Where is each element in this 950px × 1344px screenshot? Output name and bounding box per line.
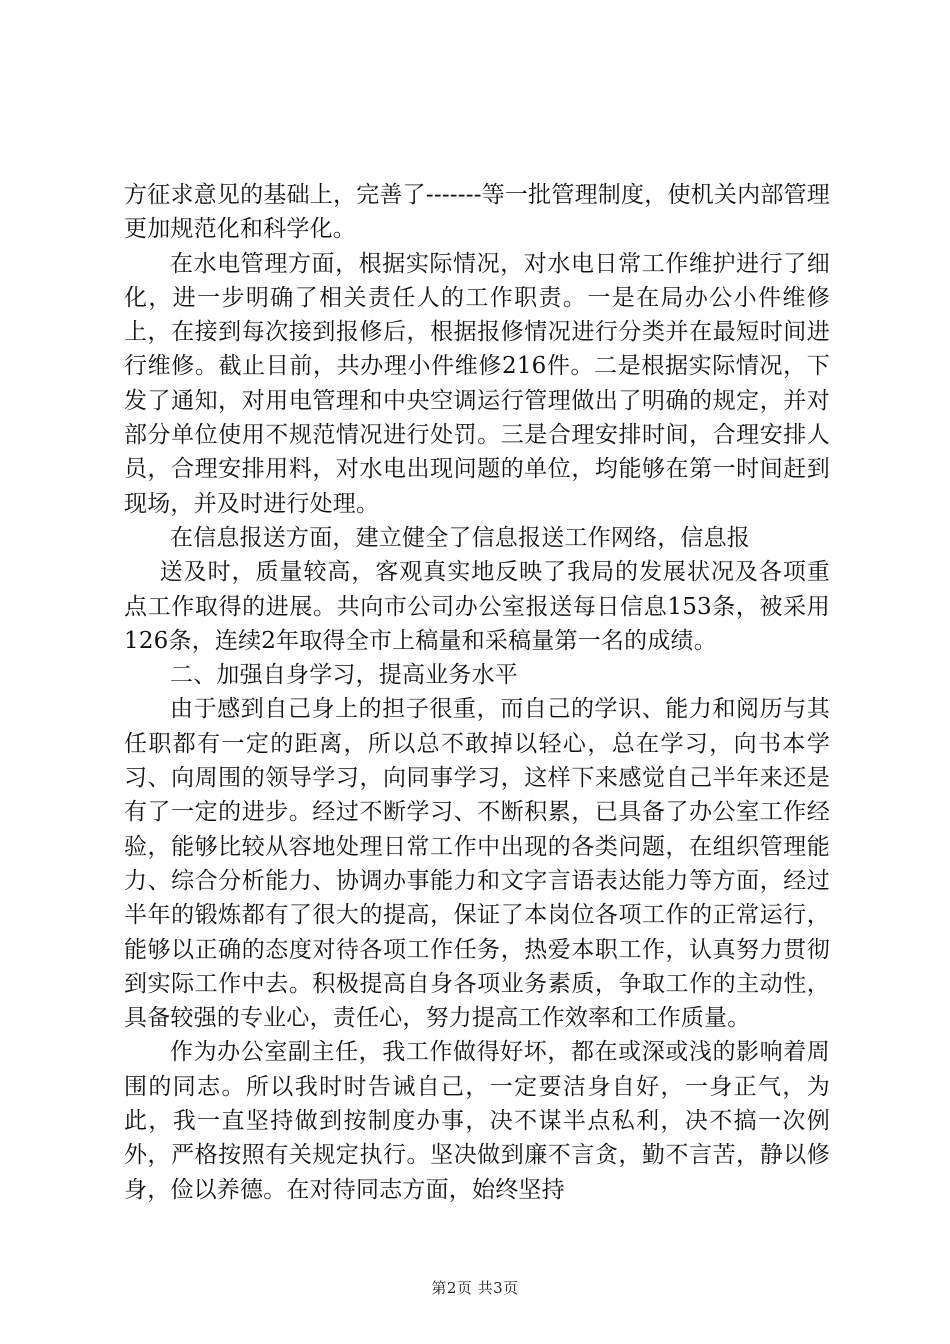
- document-body: [124, 178, 830, 1207]
- paragraph-self-study: 由于感到自己身上的担子很重，而自己的学识、能力和阅历与其任职都有一定的距离，所以总不敢掉以轻心，总在学习，向书本学习、向周围的领导学习，向同事学习，这样下来感觉自己半年来还是有了一定的进步。经过不断学习、不断积累，已具备了办公室工作经验，能够比较从容地处理日常工作中出现的各类问题，在组织管理能力、综合分析能力、协调办事能力和文字言语表达能力等方面，经过半年的锻炼都有了很大的提高，保证了本岗位各项工作的正常运行，能够以正确的态度对待各项工作任务，热爱本职工作，认真努力贯彻到实际工作中去。积极提高自身各项业务素质，争取工作的主动性，具备较强的专业心，责任心，努力提高工作效率和工作质量。: [124, 696, 830, 1032]
- paragraph-utility-management: 在水电管理方面，根据实际情况，对水电日常工作维护进行了细化，进一步明确了相关责任人的工作职责。一是在局办公小件维修上，在接到每次接到报修后，根据报修情况进行分类并在最短时间进行维修。截止目前，共办理小件维修216件。二是根据实际情况，下发了通知，对用电管理和中央空调运行管理做出了明确的规定，并对部分单位使用不规范情况进行处罚。三是合理安排时间，合理安排人员，合理安排用料，对水电出现问题的单位，均能够在第一时间赶到现场，并及时进行处理。: [124, 250, 830, 517]
- paragraph-continuation: 方征求意见的基础上，完善了-------等一批管理制度，使机关内部管理更加规范化和科学化。: [124, 182, 830, 243]
- page-footer: 第2页 共3页: [431, 1279, 519, 1297]
- paragraph-info-reporting-start: 在信息报送方面，建立健全了信息报送工作网络，信息报: [170, 524, 750, 551]
- paragraph-deputy-director: 作为办公室副主任，我工作做得好坏，都在或深或浅的影响着周围的同志。所以我时时告诫自己，一定要洁身自好，一身正气，为此，我一直坚持做到按制度办事，决不谋半点私利，决不搞一次例外，严格按照有关规定执行。坚决做到廉不言贪，勤不言苦，静以修身，俭以养德。在对待同志方面，始终坚持: [124, 1039, 830, 1203]
- paragraph-info-reporting-cont: 送及时，质量较高，客观真实地反映了我局的发展状况及各项重点工作取得的进展。共向市公司办公室报送每日信息153条，被采用126条，连续2年取得全市上稿量和采稿量第一名的成绩。: [124, 559, 830, 654]
- section-heading-self-study: 二、加强自身学习，提高业务水平: [170, 662, 518, 689]
